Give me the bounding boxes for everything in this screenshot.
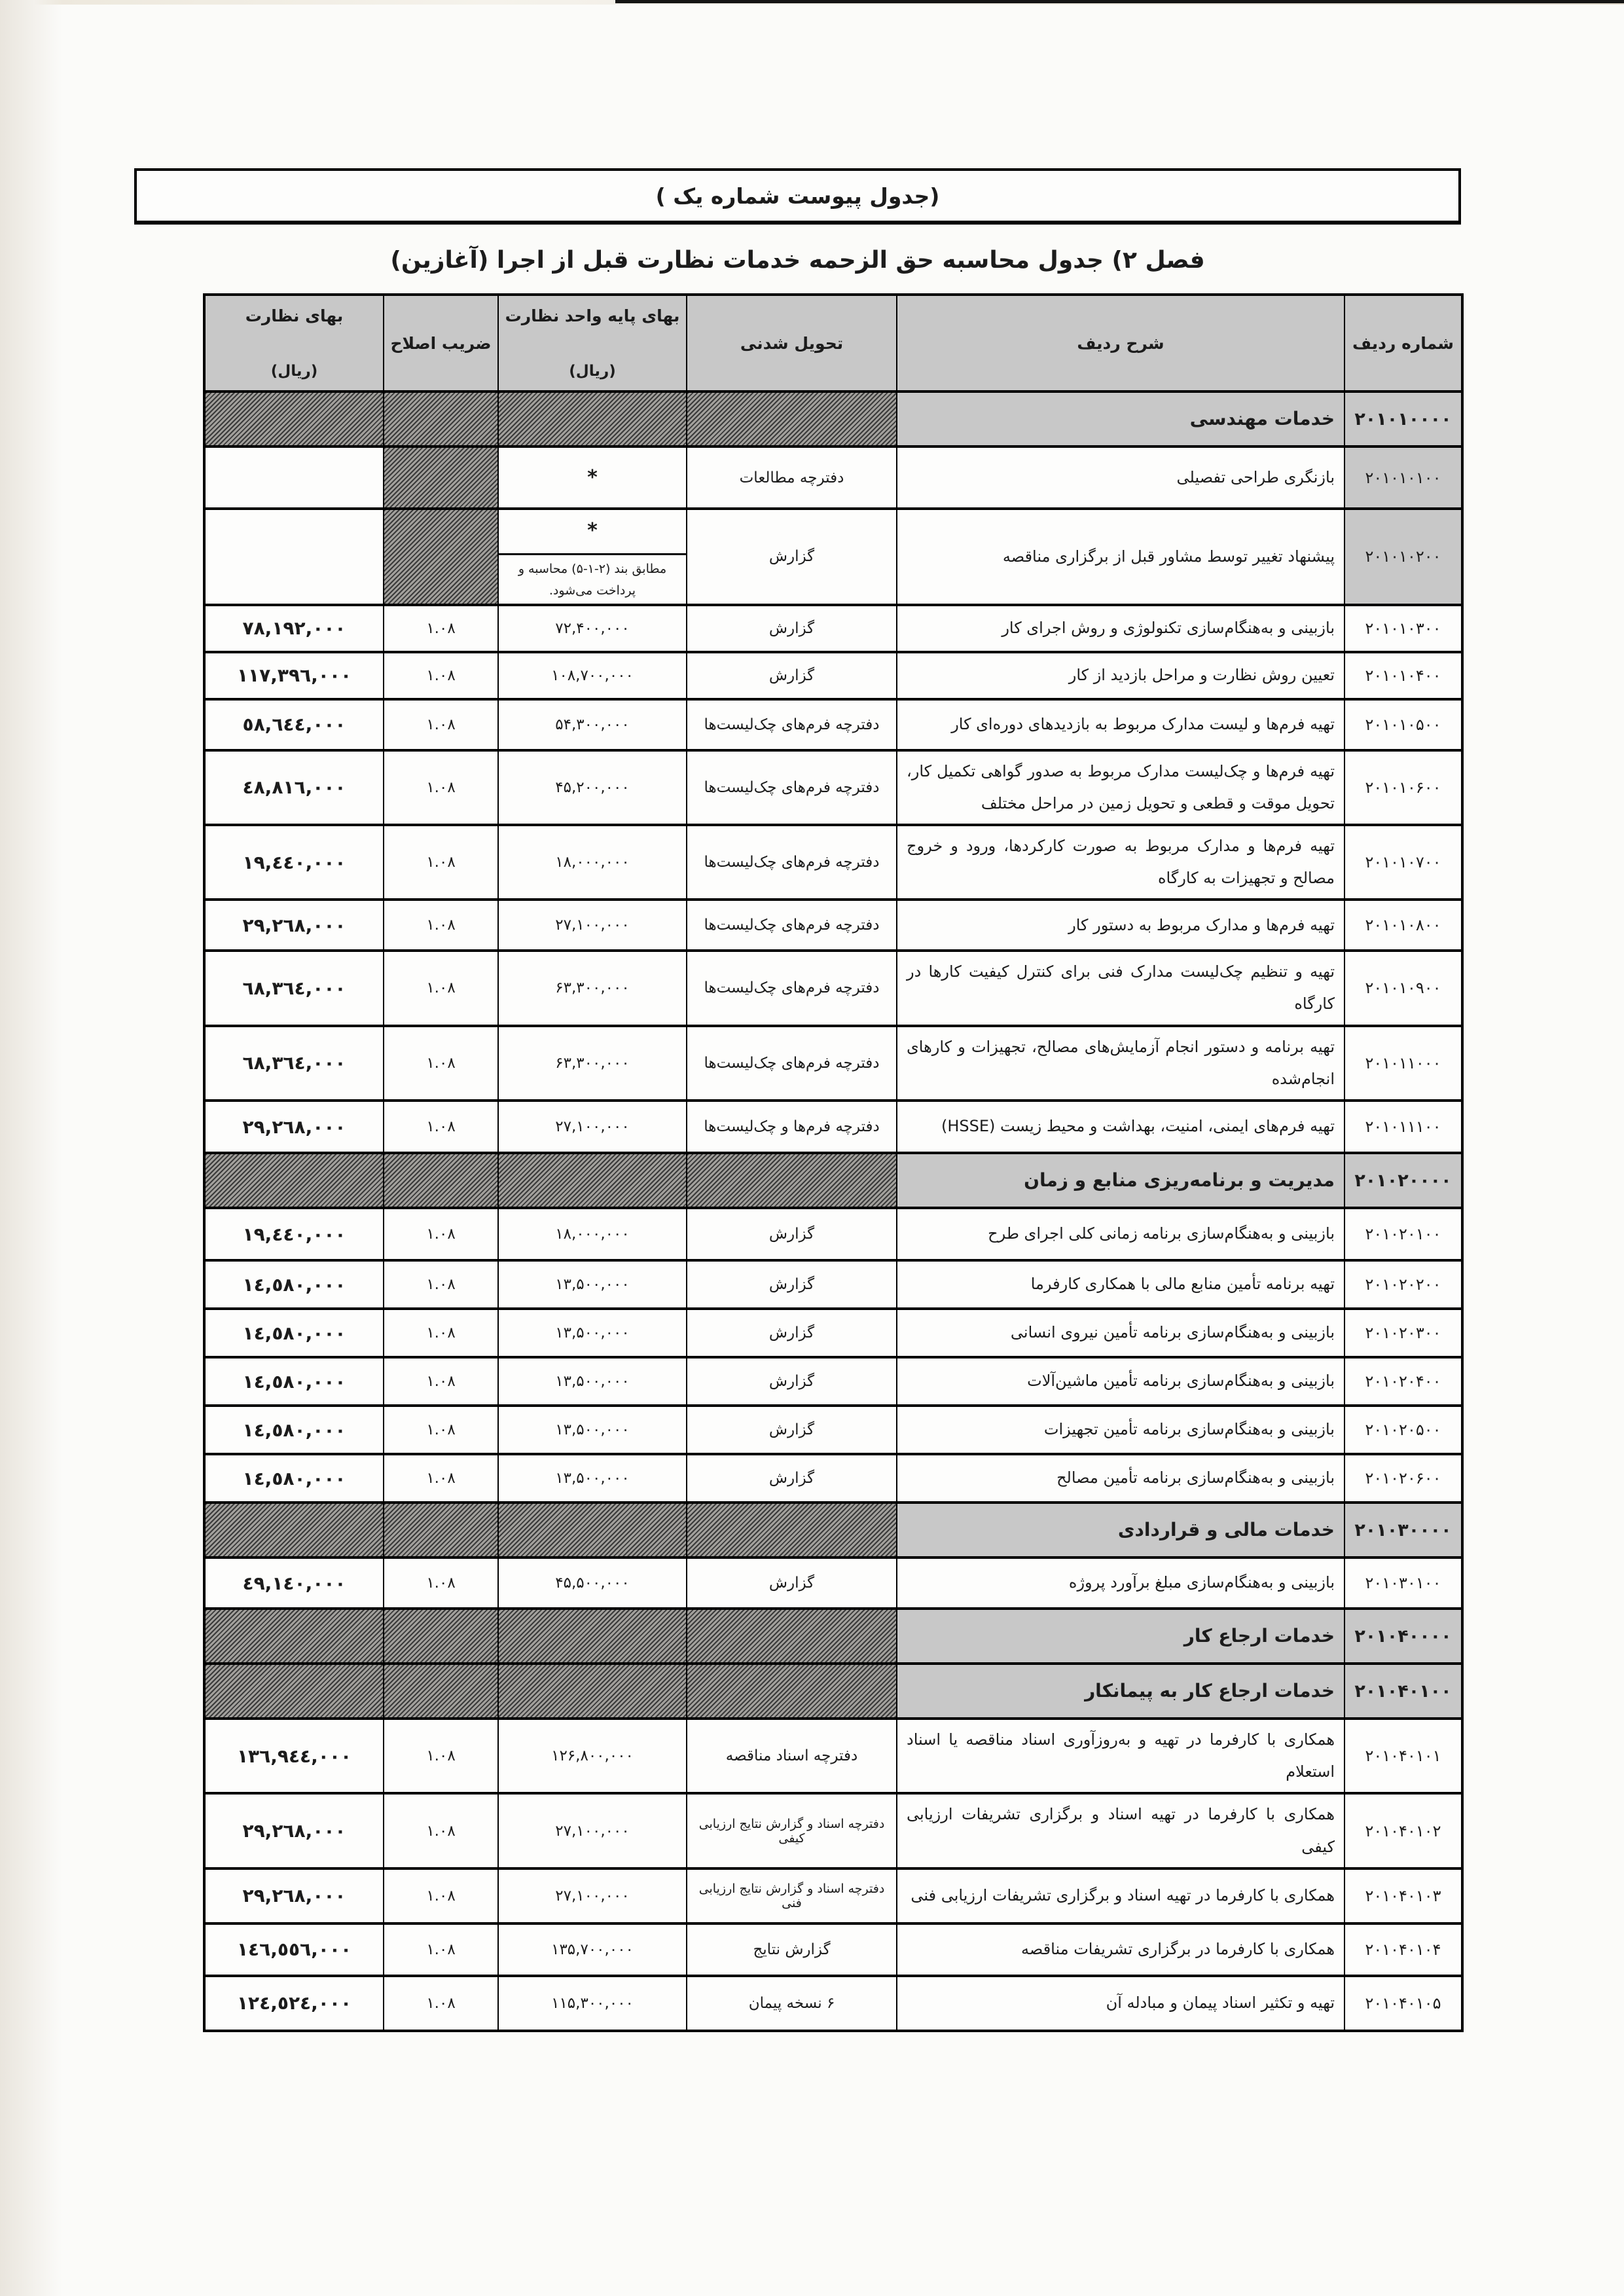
fee-cell bbox=[204, 392, 384, 446]
coefficient-cell bbox=[384, 1664, 498, 1719]
coefficient-cell: ۱.۰۸ bbox=[384, 1868, 498, 1923]
base-fee-cell: ۲۷,۱۰۰,۰۰۰ bbox=[498, 900, 687, 951]
coefficient-cell: ۱.۰۸ bbox=[384, 900, 498, 951]
section-row bbox=[204, 1609, 1462, 1664]
title-box bbox=[134, 168, 1461, 225]
description-cell: تعیین روش نظارت و مراحل بازدید از کار bbox=[897, 652, 1344, 699]
base-fee-cell: ۴۵,۲۰۰,۰۰۰ bbox=[498, 750, 687, 825]
fee-cell bbox=[204, 1503, 384, 1558]
col-header-description bbox=[897, 295, 1344, 392]
deliverable-cell: دفترچه فرم‌های چک‌لیست‌ها bbox=[687, 699, 897, 750]
base-fee-cell: ۱۱۵,۳۰۰,۰۰۰ bbox=[498, 1976, 687, 2031]
deliverable-cell: دفترچه فرم‌های چک‌لیست‌ها bbox=[687, 951, 897, 1025]
table-row bbox=[204, 1558, 1462, 1609]
table-row bbox=[204, 1923, 1462, 1976]
fee-cell: ٢٩,٢٦٨,٠٠٠ bbox=[204, 1101, 384, 1153]
coefficient-cell: ۱.۰۸ bbox=[384, 1976, 498, 2031]
fee-cell: ٢٩,٢٦٨,٠٠٠ bbox=[204, 1793, 384, 1868]
fee-cell: ١٩,٤٤٠,٠٠٠ bbox=[204, 1208, 384, 1260]
deliverable-cell bbox=[687, 1503, 897, 1558]
row-number-cell: ۲۰۱۰۴۰۱۰۲ bbox=[1344, 1793, 1462, 1868]
table-row bbox=[204, 1406, 1462, 1454]
base-fee-cell: ۶۳,۳۰۰,۰۰۰ bbox=[498, 1026, 687, 1101]
base-fee-cell: ۷۲,۴۰۰,۰۰۰ bbox=[498, 605, 687, 652]
fee-cell: ٤٩,١٤٠,٠٠٠ bbox=[204, 1558, 384, 1609]
deliverable-cell: گزارش bbox=[687, 1454, 897, 1503]
fee-cell bbox=[204, 509, 384, 605]
coefficient-cell: ۱.۰۸ bbox=[384, 1026, 498, 1101]
deliverable-cell: گزارش bbox=[687, 509, 897, 605]
deliverable-cell: دفترچه اسناد مناقصه bbox=[687, 1719, 897, 1793]
row-number-cell: ۲۰۱۰۱۰۶۰۰ bbox=[1344, 750, 1462, 825]
deliverable-cell: گزارش bbox=[687, 652, 897, 699]
row-number-cell: ۲۰۱۰۴۰۱۰۴ bbox=[1344, 1923, 1462, 1976]
fee-cell: ١٣٦,٩٤٤,٠٠٠ bbox=[204, 1719, 384, 1793]
base-fee-cell bbox=[498, 509, 687, 605]
deliverable-cell: دفترچه مطالعات bbox=[687, 446, 897, 509]
coefficient-cell: ۱.۰۸ bbox=[384, 1101, 498, 1153]
description-cell: بازبینی و به‌هنگام‌سازی برنامه تأمین ماشین‌آلات bbox=[897, 1357, 1344, 1406]
row-number-cell: ۲۰۱۰۲۰۲۰۰ bbox=[1344, 1260, 1462, 1309]
coefficient-cell: ۱.۰۸ bbox=[384, 1260, 498, 1309]
table-row bbox=[204, 951, 1462, 1025]
deliverable-cell: دفترچه فرم‌ها و چک‌لیست‌ها bbox=[687, 1101, 897, 1153]
fee-cell: ٢٩,٢٦٨,٠٠٠ bbox=[204, 1868, 384, 1923]
fee-cell bbox=[204, 1664, 384, 1719]
header-label: ضریب اصلاح bbox=[390, 333, 492, 353]
row-number-cell: ۲۰۱۰۱۰۹۰۰ bbox=[1344, 951, 1462, 1025]
coefficient-cell: ۱.۰۸ bbox=[384, 1793, 498, 1868]
description-cell: تهیه فرم‌ها و چک‌لیست مدارک مربوط به صدور گواهی تکمیل کار، تحویل موقت و قطعی و تحویل زمین در مراحل مختلف bbox=[897, 750, 1344, 825]
description-cell: بازنگری طراحی تفصیلی bbox=[897, 446, 1344, 509]
description-cell: خدمات ارجاع کار به پیمانکار bbox=[897, 1664, 1344, 1719]
fee-cell bbox=[204, 1609, 384, 1664]
fee-cell: ٦٨,٣٦٤,٠٠٠ bbox=[204, 1026, 384, 1101]
fee-cell: ١٤,٥٨٠,٠٠٠ bbox=[204, 1309, 384, 1357]
deliverable-cell: دفترچه فرم‌های چک‌لیست‌ها bbox=[687, 1026, 897, 1101]
coefficient-cell bbox=[384, 1609, 498, 1664]
row-number-cell: ۲۰۱۰۱۱۱۰۰ bbox=[1344, 1101, 1462, 1153]
header-label: بهای نظارت bbox=[245, 306, 344, 325]
coefficient-cell: ۱.۰۸ bbox=[384, 605, 498, 652]
table-row bbox=[204, 1309, 1462, 1357]
deliverable-cell: ۶ نسخه پیمان bbox=[687, 1976, 897, 2031]
deliverable-cell: گزارش bbox=[687, 605, 897, 652]
deliverable-cell: دفترچه اسناد و گزارش نتایج ارزیابی کیفی bbox=[687, 1793, 897, 1868]
deliverable-cell: گزارش bbox=[687, 1309, 897, 1357]
base-fee-cell: ۲۷,۱۰۰,۰۰۰ bbox=[498, 1793, 687, 1868]
base-fee-cell: ۴۵,۵۰۰,۰۰۰ bbox=[498, 1558, 687, 1609]
deliverable-cell: گزارش bbox=[687, 1260, 897, 1309]
coefficient-cell: ۱.۰۸ bbox=[384, 1923, 498, 1976]
table-row bbox=[204, 1101, 1462, 1153]
row-number-cell: ۲۰۱۰۱۰۴۰۰ bbox=[1344, 652, 1462, 699]
coefficient-cell: ۱.۰۸ bbox=[384, 750, 498, 825]
table-row bbox=[204, 699, 1462, 750]
section-row bbox=[204, 1153, 1462, 1208]
description-cell: بازبینی و به‌هنگام‌سازی مبلغ برآورد پروژه bbox=[897, 1558, 1344, 1609]
coefficient-cell: ۱.۰۸ bbox=[384, 1208, 498, 1260]
coefficient-cell: ۱.۰۸ bbox=[384, 1454, 498, 1503]
base-fee-cell: * bbox=[498, 446, 687, 509]
fee-cell: ٦٨,٣٦٤,٠٠٠ bbox=[204, 951, 384, 1025]
coefficient-cell bbox=[384, 446, 498, 509]
scan-left-shadow bbox=[0, 0, 62, 2296]
description-cell: بازبینی و به‌هنگام‌سازی برنامه تأمین نیروی انسانی bbox=[897, 1309, 1344, 1357]
coefficient-cell bbox=[384, 509, 498, 605]
header-unit-label: (ریال) bbox=[569, 363, 616, 380]
base-fee-cell bbox=[498, 1503, 687, 1558]
description-cell: بازبینی و به‌هنگام‌سازی برنامه تأمین مصالح bbox=[897, 1454, 1344, 1503]
coefficient-cell bbox=[384, 1153, 498, 1208]
description-cell: تهیه فرم‌ها و مدارک مربوط به صورت کارکردها، ورود و خروج مصالح و تجهیزات به کارگاه bbox=[897, 825, 1344, 900]
fee-cell: ١٤,٥٨٠,٠٠٠ bbox=[204, 1260, 384, 1309]
row-number-cell: ۲۰۱۰۱۰۲۰۰ bbox=[1344, 509, 1462, 605]
fee-cell bbox=[204, 446, 384, 509]
col-header-coefficient bbox=[384, 295, 498, 392]
section-row bbox=[204, 1503, 1462, 1558]
base-fee-note: مطابق بند (۲-۱-۵) محاسبه و پرداخت می‌شود. bbox=[499, 553, 686, 604]
asterisk-mark: * bbox=[587, 519, 598, 542]
row-number-cell: ۲۰۱۰۱۰۷۰۰ bbox=[1344, 825, 1462, 900]
description-cell: تهیه برنامه تأمین منابع مالی با همکاری کارفرما bbox=[897, 1260, 1344, 1309]
coefficient-cell: ۱.۰۸ bbox=[384, 1406, 498, 1454]
header-label: تحویل شدنی bbox=[740, 333, 844, 353]
deliverable-cell: گزارش bbox=[687, 1558, 897, 1609]
col-header-deliverable bbox=[687, 295, 897, 392]
base-fee-cell: ۱۳,۵۰۰,۰۰۰ bbox=[498, 1357, 687, 1406]
deliverable-cell bbox=[687, 1664, 897, 1719]
table-row bbox=[204, 652, 1462, 699]
fee-table-body bbox=[204, 392, 1462, 2031]
base-fee-cell: ۱۸,۰۰۰,۰۰۰ bbox=[498, 1208, 687, 1260]
chapter-subtitle: فصل ۲) جدول محاسبه حق الزحمه خدمات نظارت قبل از اجرا (آغازین) bbox=[390, 246, 1205, 274]
base-fee-cell bbox=[498, 1153, 687, 1208]
table-row bbox=[204, 1976, 1462, 2031]
header-row bbox=[204, 295, 1462, 392]
base-fee-cell bbox=[498, 1664, 687, 1719]
description-cell: همکاری با کارفرما در برگزاری تشریفات مناقصه bbox=[897, 1923, 1344, 1976]
row-number-cell: ۲۰۱۰۲۰۵۰۰ bbox=[1344, 1406, 1462, 1454]
base-fee-cell: ۶۳,۳۰۰,۰۰۰ bbox=[498, 951, 687, 1025]
col-header-fee bbox=[204, 295, 384, 392]
description-cell: خدمات ارجاع کار bbox=[897, 1609, 1344, 1664]
table-row bbox=[204, 900, 1462, 951]
table-row bbox=[204, 1026, 1462, 1101]
table-row bbox=[204, 509, 1462, 605]
header-label: بهای پایه واحد نظارت bbox=[505, 306, 680, 325]
fee-cell: ١٩,٤٤٠,٠٠٠ bbox=[204, 825, 384, 900]
deliverable-cell: دفترچه فرم‌های چک‌لیست‌ها bbox=[687, 900, 897, 951]
fee-cell: ١٤,٥٨٠,٠٠٠ bbox=[204, 1454, 384, 1503]
base-fee-cell: ۲۷,۱۰۰,۰۰۰ bbox=[498, 1868, 687, 1923]
coefficient-cell bbox=[384, 1503, 498, 1558]
row-number-cell: ۲۰۱۰۳۰۰۰۰ bbox=[1344, 1503, 1462, 1558]
deliverable-cell: دفترچه فرم‌های چک‌لیست‌ها bbox=[687, 750, 897, 825]
base-fee-cell: ۱۳,۵۰۰,۰۰۰ bbox=[498, 1309, 687, 1357]
table-row bbox=[204, 1454, 1462, 1503]
row-number-cell: ۲۰۱۰۱۰۰۰۰ bbox=[1344, 392, 1462, 446]
section-row bbox=[204, 392, 1462, 446]
deliverable-cell: گزارش bbox=[687, 1406, 897, 1454]
col-header-base-fee bbox=[498, 295, 687, 392]
table-row bbox=[204, 605, 1462, 652]
header-label: شرح ردیف bbox=[1077, 333, 1164, 353]
section-row bbox=[204, 1664, 1462, 1719]
table-row bbox=[204, 825, 1462, 900]
fee-table bbox=[203, 293, 1464, 2032]
deliverable-cell: دفترچه فرم‌های چک‌لیست‌ها bbox=[687, 825, 897, 900]
page-title: (جدول پیوست شماره یک ) bbox=[655, 183, 940, 209]
deliverable-cell: گزارش نتایج bbox=[687, 1923, 897, 1976]
base-fee-cell: ۱۰۸,۷۰۰,۰۰۰ bbox=[498, 652, 687, 699]
header-label: شماره ردیف bbox=[1352, 333, 1454, 353]
table-row bbox=[204, 1357, 1462, 1406]
description-cell: خدمات مهندسی bbox=[897, 392, 1344, 446]
description-cell: پیشنهاد تغییر توسط مشاور قبل از برگزاری مناقصه bbox=[897, 509, 1344, 605]
base-fee-cell: ۱۳,۵۰۰,۰۰۰ bbox=[498, 1454, 687, 1503]
row-number-cell: ۲۰۱۰۴۰۰۰۰ bbox=[1344, 1609, 1462, 1664]
col-header-row-number bbox=[1344, 295, 1462, 392]
table-row bbox=[204, 1793, 1462, 1868]
row-number-cell: ۲۰۱۰۴۰۱۰۳ bbox=[1344, 1868, 1462, 1923]
deliverable-cell: دفترچه اسناد و گزارش نتایج ارزیابی فنی bbox=[687, 1868, 897, 1923]
table-row bbox=[204, 446, 1462, 509]
base-fee-cell: ۱۸,۰۰۰,۰۰۰ bbox=[498, 825, 687, 900]
base-fee-cell: ۱۳,۵۰۰,۰۰۰ bbox=[498, 1406, 687, 1454]
table-row bbox=[204, 1868, 1462, 1923]
deliverable-cell: گزارش bbox=[687, 1357, 897, 1406]
coefficient-cell: ۱.۰۸ bbox=[384, 1357, 498, 1406]
row-number-cell: ۲۰۱۰۴۰۱۰۰ bbox=[1344, 1664, 1462, 1719]
row-number-cell: ۲۰۱۰۲۰۳۰۰ bbox=[1344, 1309, 1462, 1357]
base-fee-cell bbox=[498, 1609, 687, 1664]
description-cell: خدمات مالی و قراردادی bbox=[897, 1503, 1344, 1558]
base-fee-cell bbox=[498, 392, 687, 446]
fee-cell bbox=[204, 1153, 384, 1208]
description-cell: تهیه برنامه و دستور انجام آزمایش‌های مصالح، تجهیزات و کارهای انجام‌شده bbox=[897, 1026, 1344, 1101]
fee-cell: ٧٨,١٩٢,٠٠٠ bbox=[204, 605, 384, 652]
base-fee-cell: ۱۲۶,۸۰۰,۰۰۰ bbox=[498, 1719, 687, 1793]
table-row bbox=[204, 1719, 1462, 1793]
table-row bbox=[204, 1208, 1462, 1260]
coefficient-cell: ۱.۰۸ bbox=[384, 652, 498, 699]
description-cell: مدیریت و برنامه‌ریزی منابع و زمان bbox=[897, 1153, 1344, 1208]
deliverable-cell bbox=[687, 1609, 897, 1664]
deliverable-cell bbox=[687, 392, 897, 446]
table-row bbox=[204, 750, 1462, 825]
fee-cell: ١٢٤,٥٢٤,٠٠٠ bbox=[204, 1976, 384, 2031]
fee-cell: ٤٨,٨١٦,٠٠٠ bbox=[204, 750, 384, 825]
description-cell: همکاری با کارفرما در تهیه و به‌روزآوری اسناد مناقصه یا اسناد استعلام bbox=[897, 1719, 1344, 1793]
row-number-cell: ۲۰۱۰۲۰۶۰۰ bbox=[1344, 1454, 1462, 1503]
fee-cell: ٢٩,٢٦٨,٠٠٠ bbox=[204, 900, 384, 951]
row-number-cell: ۲۰۱۰۴۰۱۰۱ bbox=[1344, 1719, 1462, 1793]
coefficient-cell: ۱.۰۸ bbox=[384, 1558, 498, 1609]
table-row bbox=[204, 1260, 1462, 1309]
row-number-cell: ۲۰۱۰۱۰۸۰۰ bbox=[1344, 900, 1462, 951]
deliverable-cell: گزارش bbox=[687, 1208, 897, 1260]
description-cell: تهیه فرم‌ها و مدارک مربوط به دستور کار bbox=[897, 900, 1344, 951]
description-cell: تهیه و تنظیم چک‌لیست مدارک فنی برای کنترل کیفیت کارها در کارگاه bbox=[897, 951, 1344, 1025]
row-number-cell: ۲۰۱۰۲۰۰۰۰ bbox=[1344, 1153, 1462, 1208]
coefficient-cell: ۱.۰۸ bbox=[384, 1719, 498, 1793]
description-cell: تهیه فرم‌ها و لیست مدارک مربوط به بازدیدهای دوره‌ای کار bbox=[897, 699, 1344, 750]
base-fee-cell: ۱۳۵,۷۰۰,۰۰۰ bbox=[498, 1923, 687, 1976]
base-fee-cell: ۵۴,۳۰۰,۰۰۰ bbox=[498, 699, 687, 750]
fee-cell: ١٤,٥٨٠,٠٠٠ bbox=[204, 1357, 384, 1406]
row-number-cell: ۲۰۱۰۴۰۱۰۵ bbox=[1344, 1976, 1462, 2031]
description-cell: بازبینی و به‌هنگام‌سازی برنامه تأمین تجهیزات bbox=[897, 1406, 1344, 1454]
description-cell: بازبینی و به‌هنگام‌سازی تکنولوژی و روش اجرای کار bbox=[897, 605, 1344, 652]
coefficient-cell: ۱.۰۸ bbox=[384, 1309, 498, 1357]
base-fee-cell: ۲۷,۱۰۰,۰۰۰ bbox=[498, 1101, 687, 1153]
row-number-cell: ۲۰۱۰۳۰۱۰۰ bbox=[1344, 1558, 1462, 1609]
coefficient-cell: ۱.۰۸ bbox=[384, 699, 498, 750]
deliverable-cell bbox=[687, 1153, 897, 1208]
base-fee-cell: ۱۳,۵۰۰,۰۰۰ bbox=[498, 1260, 687, 1309]
row-number-cell: ۲۰۱۰۱۰۳۰۰ bbox=[1344, 605, 1462, 652]
row-number-cell: ۲۰۱۰۲۰۱۰۰ bbox=[1344, 1208, 1462, 1260]
description-cell: بازبینی و به‌هنگام‌سازی برنامه زمانی کلی اجرای طرح bbox=[897, 1208, 1344, 1260]
coefficient-cell: ۱.۰۸ bbox=[384, 951, 498, 1025]
fee-cell: ١١٧,٣٩٦,٠٠٠ bbox=[204, 652, 384, 699]
fee-cell: ١٤,٥٨٠,٠٠٠ bbox=[204, 1406, 384, 1454]
row-number-cell: ۲۰۱۰۱۰۱۰۰ bbox=[1344, 446, 1462, 509]
description-cell: تهیه و تکثیر اسناد پیمان و مبادله آن bbox=[897, 1976, 1344, 2031]
row-number-cell: ۲۰۱۰۱۱۰۰۰ bbox=[1344, 1026, 1462, 1101]
row-number-cell: ۲۰۱۰۱۰۵۰۰ bbox=[1344, 699, 1462, 750]
header-unit-label: (ریال) bbox=[270, 363, 318, 380]
row-number-cell: ۲۰۱۰۲۰۴۰۰ bbox=[1344, 1357, 1462, 1406]
description-cell: همکاری با کارفرما در تهیه اسناد و برگزاری تشریفات ارزیابی فنی bbox=[897, 1868, 1344, 1923]
coefficient-cell bbox=[384, 392, 498, 446]
description-cell: همکاری با کارفرما در تهیه اسناد و برگزاری تشریفات ارزیابی کیفی bbox=[897, 1793, 1344, 1868]
fee-cell: ١٤٦,٥٥٦,٠٠٠ bbox=[204, 1923, 384, 1976]
coefficient-cell: ۱.۰۸ bbox=[384, 825, 498, 900]
fee-cell: ٥٨,٦٤٤,٠٠٠ bbox=[204, 699, 384, 750]
description-cell: تهیه فرم‌های ایمنی، امنیت، بهداشت و محیط زیست (HSSE) bbox=[897, 1101, 1344, 1153]
scan-edge-line bbox=[615, 0, 1624, 3]
